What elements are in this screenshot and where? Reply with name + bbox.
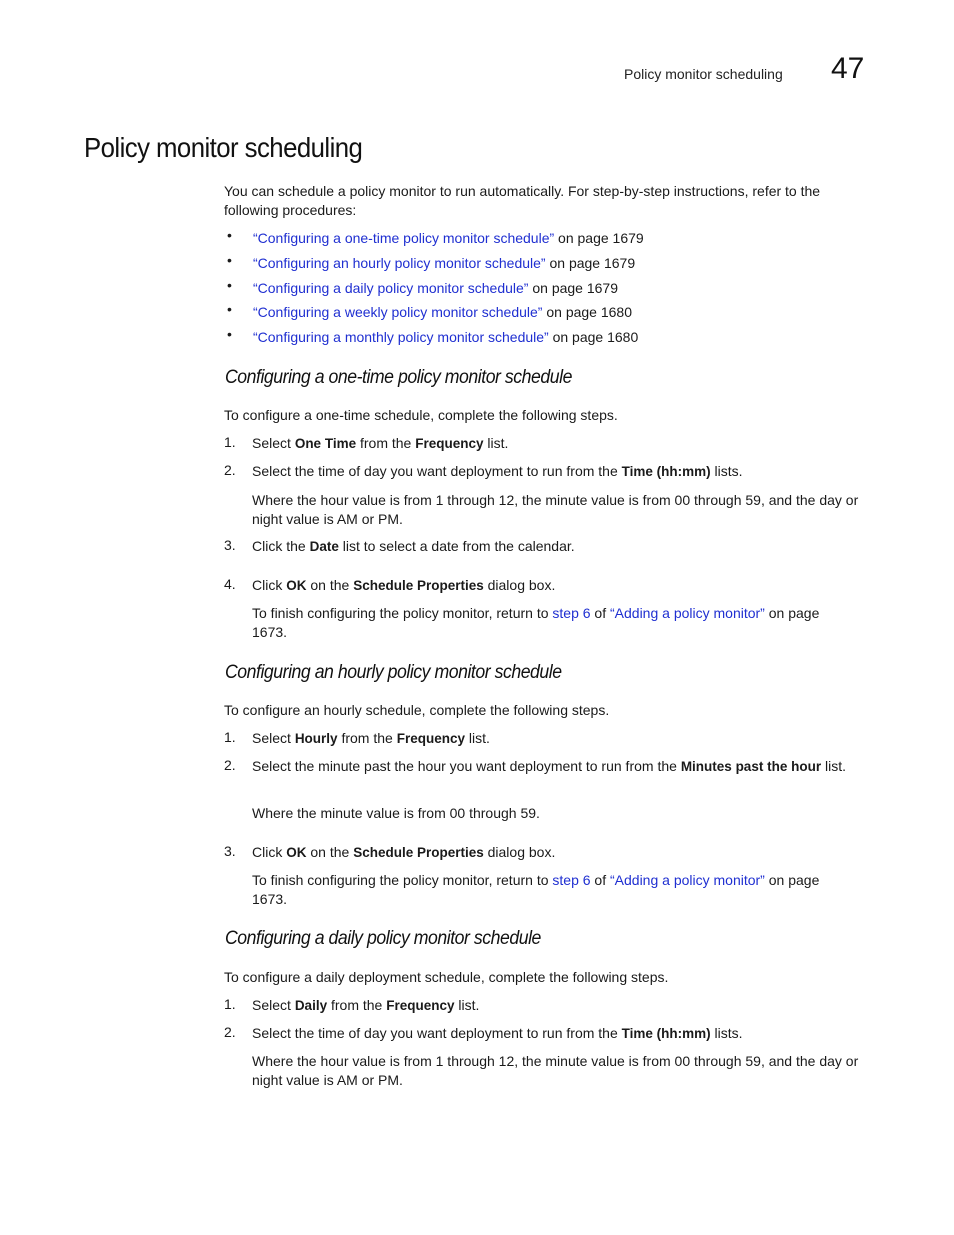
bullet-icon: • [227, 301, 232, 317]
procedure-link-daily[interactable]: “Configuring a daily policy monitor schedule” [253, 280, 529, 296]
procedure-link-onetime[interactable]: “Configuring a one-time policy monitor schedule” [253, 230, 555, 246]
step-number: 1. [224, 996, 236, 1012]
ui-term: OK [286, 845, 307, 860]
ui-term: OK [286, 578, 307, 593]
ui-term: Minutes past the hour [680, 759, 822, 774]
step-text: Select Daily from the Frequency list. [252, 997, 480, 1013]
ui-term: Schedule Properties [353, 578, 484, 593]
section-intro: To configure an hourly schedule, complete the following steps. [224, 702, 610, 718]
step-text: Select One Time from the Frequency list. [252, 435, 509, 451]
bullet-icon: • [227, 252, 232, 268]
step-number: 4. [224, 576, 236, 592]
bullet-icon: • [227, 326, 232, 342]
step-text: Select Hourly from the Frequency list. [252, 730, 490, 746]
section-heading-daily: Configuring a daily policy monitor schedule [225, 928, 541, 949]
step-number: 3. [224, 843, 236, 859]
procedure-link-monthly[interactable]: “Configuring a monthly policy monitor schedule” [253, 329, 549, 345]
ui-term: Daily [294, 998, 328, 1013]
list-item [253, 303, 632, 322]
section-intro: To configure a daily deployment schedule, complete the following steps. [224, 969, 669, 985]
section-heading-hourly: Configuring an hourly policy monitor schedule [225, 662, 562, 683]
section-heading-onetime: Configuring a one-time policy monitor schedule [225, 367, 572, 388]
step-number: 1. [224, 434, 236, 450]
step-text: Select the minute past the hour you want deployment to run from the Minutes past the hour list. [252, 758, 846, 774]
step-number: 2. [224, 1024, 236, 1040]
ui-term: Frequency [396, 731, 465, 746]
bullet-icon: • [227, 227, 232, 243]
running-header-title: Policy monitor scheduling [624, 66, 783, 82]
page-ref: on page 1679 [554, 230, 644, 246]
step-text: Select the time of day you want deployment to run from the Time (hh:mm) lists. [252, 1025, 743, 1041]
step-link[interactable]: step 6 [552, 605, 591, 621]
list-item [253, 279, 618, 298]
page-ref: on page 1680 [548, 329, 639, 345]
ui-term: Time (hh:mm) [621, 464, 711, 479]
bullet-icon: • [227, 277, 232, 293]
finish-note: To finish configuring the policy monitor, return to step 6 of “Adding a policy monitor” on page 1673. [252, 872, 820, 907]
adding-policy-monitor-link[interactable]: “Adding a policy monitor” [610, 605, 765, 621]
ui-term: One Time [294, 436, 357, 451]
step-text: Click OK on the Schedule Properties dialog box. [252, 577, 556, 593]
page-title: Policy monitor scheduling [84, 132, 363, 163]
list-item [253, 254, 635, 273]
list-item [253, 328, 638, 347]
page-ref: on page 1680 [542, 304, 632, 320]
ui-term: Frequency [415, 436, 484, 451]
step-text: Click the Date list to select a date from the calendar. [252, 538, 575, 554]
step-number: 3. [224, 537, 236, 553]
ui-term: Hourly [294, 731, 338, 746]
ui-term: Schedule Properties [353, 845, 484, 860]
page-ref: on page 1679 [528, 280, 618, 296]
step-text: Select the time of day you want deployment to run from the Time (hh:mm) lists. [252, 463, 743, 479]
procedure-link-hourly[interactable]: “Configuring an hourly policy monitor schedule” [253, 255, 546, 271]
ui-term: Frequency [386, 998, 455, 1013]
list-item [253, 229, 644, 248]
section-intro: To configure a one-time schedule, complete the following steps. [224, 407, 618, 423]
step-text: Click OK on the Schedule Properties dialog box. [252, 844, 556, 860]
ui-term: Date [309, 539, 339, 554]
step-note: Where the hour value is from 1 through 12, the minute value is from 00 through 59, and the day or night value is AM or PM. [252, 492, 859, 527]
page-ref: on page 1679 [545, 255, 636, 271]
step-number: 2. [224, 757, 236, 773]
ui-term: Time (hh:mm) [621, 1026, 711, 1041]
adding-policy-monitor-link[interactable]: “Adding a policy monitor” [610, 872, 765, 888]
step-note: Where the hour value is from 1 through 12, the minute value is from 00 through 59, and the day or night value is AM or PM. [252, 1053, 859, 1088]
step-note: Where the minute value is from 00 through 59. [252, 805, 540, 821]
step-number: 2. [224, 462, 236, 478]
step-number: 1. [224, 729, 236, 745]
intro-paragraph: You can schedule a policy monitor to run automatically. For step-by-step instructions, refer to the following procedures: [224, 183, 821, 218]
chapter-number: 47 [831, 52, 865, 85]
finish-note: To finish configuring the policy monitor, return to step 6 of “Adding a policy monitor” on page 1673. [252, 605, 820, 640]
procedure-link-weekly[interactable]: “Configuring a weekly policy monitor schedule” [253, 304, 543, 320]
step-link[interactable]: step 6 [552, 872, 591, 888]
